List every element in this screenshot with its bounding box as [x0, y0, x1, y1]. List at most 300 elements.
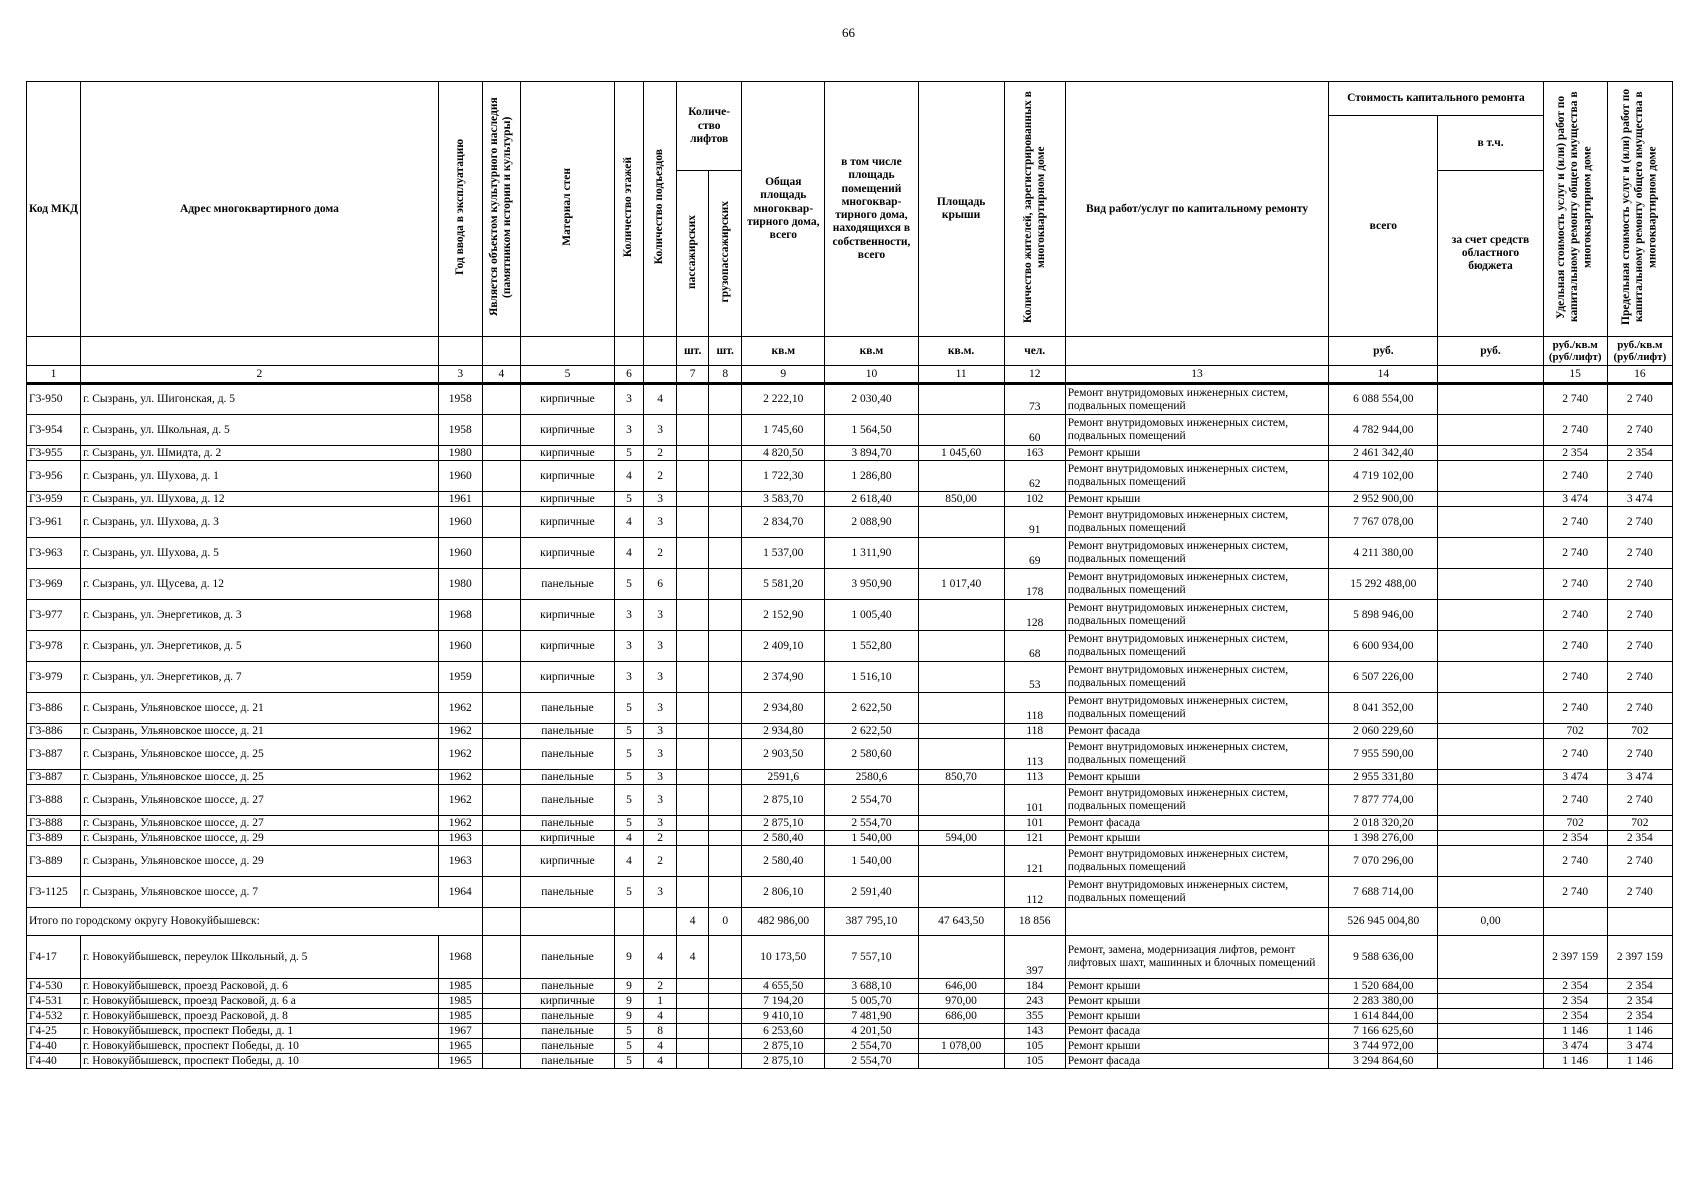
table-row [27, 631, 1673, 662]
row-year: 1985 [438, 979, 482, 994]
row-unit-cost: 2 740 [1543, 785, 1607, 816]
row-year: 1963 [438, 831, 482, 846]
row-walls: панельные [520, 1039, 614, 1054]
row-floors: 3 [615, 631, 644, 662]
row-work: Ремонт внутридомовых инженерных систем, подвальных помещений [1065, 693, 1328, 724]
row-residents: 118 [1004, 724, 1065, 739]
row-year: 1958 [438, 415, 482, 446]
row-year: 1963 [438, 846, 482, 877]
row-cost: 2 461 342,40 [1329, 446, 1438, 461]
row-owned-area: 7 481,90 [825, 1009, 918, 1024]
row-cost: 15 292 488,00 [1329, 569, 1438, 600]
row-regional [1438, 770, 1543, 785]
row-residents: 143 [1004, 1024, 1065, 1039]
row-residents: 178 [1004, 569, 1065, 600]
row-walls: панельные [520, 1054, 614, 1069]
total-empty [615, 908, 644, 936]
row-lifts-cargo [709, 600, 742, 631]
row-year: 1962 [438, 739, 482, 770]
header-owned-area: в том числе площадь помещений многоквар-тирного дома, находящихся в собственности, всего [825, 82, 918, 337]
row-lifts-cargo [709, 492, 742, 507]
row-roof-area [918, 785, 1004, 816]
row-address: г. Сызрань, ул. Шмидта, д. 2 [81, 446, 439, 461]
header-floors: Количество этажей [615, 82, 644, 337]
row-regional [1438, 1054, 1543, 1069]
row-residents: 113 [1004, 770, 1065, 785]
row-regional [1438, 979, 1543, 994]
row-walls: кирпичные [520, 831, 614, 846]
row-heritage [482, 770, 520, 785]
table-row [27, 693, 1673, 724]
row-owned-area: 2 088,90 [825, 507, 918, 538]
row-walls: кирпичные [520, 384, 614, 415]
row-lifts-pass [677, 662, 709, 693]
row-limit-cost: 2 740 [1607, 538, 1672, 569]
row-lifts-cargo [709, 877, 742, 908]
row-unit-cost: 3 474 [1543, 1039, 1607, 1054]
row-year: 1960 [438, 507, 482, 538]
table-row [27, 770, 1673, 785]
row-address: г. Сызрань, ул. Шигонская, д. 5 [81, 384, 439, 415]
row-entrances: 3 [644, 600, 677, 631]
row-walls: кирпичные [520, 492, 614, 507]
column-number: 8 [709, 366, 742, 384]
column-number: 6 [615, 366, 644, 384]
row-floors: 3 [615, 415, 644, 446]
row-year: 1985 [438, 1009, 482, 1024]
row-limit-cost: 3 474 [1607, 770, 1672, 785]
row-lifts-cargo [709, 1009, 742, 1024]
row-regional [1438, 877, 1543, 908]
row-year: 1967 [438, 1024, 482, 1039]
row-walls: панельные [520, 693, 614, 724]
total-residents: 18 856 [1004, 908, 1065, 936]
header-address: Адрес многоквартирного дома [81, 82, 439, 337]
row-work: Ремонт внутридомовых инженерных систем, подвальных помещений [1065, 384, 1328, 415]
unit-kvm: кв.м [825, 337, 918, 366]
row-walls: кирпичные [520, 846, 614, 877]
row-unit-cost: 2 740 [1543, 877, 1607, 908]
total-roof-area: 47 643,50 [918, 908, 1004, 936]
row-unit-cost: 3 474 [1543, 770, 1607, 785]
row-regional [1438, 446, 1543, 461]
row-regional [1438, 693, 1543, 724]
row-unit-cost: 2 740 [1543, 569, 1607, 600]
row-heritage [482, 1054, 520, 1069]
row-lifts-cargo [709, 1024, 742, 1039]
row-code: Г3-887 [27, 770, 81, 785]
row-unit-cost: 2 740 [1543, 631, 1607, 662]
row-entrances: 3 [644, 631, 677, 662]
row-total-area: 2 875,10 [742, 1054, 825, 1069]
row-unit-cost: 2 740 [1543, 662, 1607, 693]
row-regional [1438, 1039, 1543, 1054]
row-code: Г3-955 [27, 446, 81, 461]
row-unit-cost: 2 740 [1543, 693, 1607, 724]
row-cost: 2 018 320,20 [1329, 816, 1438, 831]
row-residents: 163 [1004, 446, 1065, 461]
row-owned-area: 4 201,50 [825, 1024, 918, 1039]
row-year: 1961 [438, 492, 482, 507]
table-row [27, 846, 1673, 877]
row-limit-cost: 2 740 [1607, 600, 1672, 631]
row-owned-area: 1 005,40 [825, 600, 918, 631]
row-work: Ремонт фасада [1065, 724, 1328, 739]
row-roof-area [918, 724, 1004, 739]
header-cost-total: всего [1329, 116, 1438, 337]
row-lifts-pass [677, 569, 709, 600]
row-cost: 6 600 934,00 [1329, 631, 1438, 662]
row-residents: 69 [1004, 538, 1065, 569]
row-entrances: 3 [644, 507, 677, 538]
row-lifts-pass [677, 507, 709, 538]
row-cost: 3 744 972,00 [1329, 1039, 1438, 1054]
row-roof-area [918, 662, 1004, 693]
row-code: Г4-531 [27, 994, 81, 1009]
table-row [27, 569, 1673, 600]
row-total-area: 2 875,10 [742, 785, 825, 816]
row-entrances: 6 [644, 569, 677, 600]
row-residents: 53 [1004, 662, 1065, 693]
row-code: Г3-979 [27, 662, 81, 693]
row-heritage [482, 662, 520, 693]
row-limit-cost: 2 354 [1607, 831, 1672, 846]
row-lifts-pass [677, 1054, 709, 1069]
row-lifts-cargo [709, 384, 742, 415]
row-floors: 5 [615, 1024, 644, 1039]
unit-spec: руб./кв.м (руб/лифт) [1543, 337, 1607, 366]
row-address: г. Сызрань, ул. Шухова, д. 1 [81, 461, 439, 492]
row-total-area: 9 410,10 [742, 1009, 825, 1024]
row-entrances: 4 [644, 1054, 677, 1069]
row-cost: 4 719 102,00 [1329, 461, 1438, 492]
row-entrances: 3 [644, 816, 677, 831]
row-lifts-pass [677, 631, 709, 662]
row-year: 1980 [438, 569, 482, 600]
row-work: Ремонт внутридомовых инженерных систем, подвальных помещений [1065, 507, 1328, 538]
row-roof-area [918, 461, 1004, 492]
row-owned-area: 2 554,70 [825, 1039, 918, 1054]
header-total-area: Общая площадь многоквар-тирного дома, всего [742, 82, 825, 337]
row-floors: 5 [615, 1054, 644, 1069]
row-unit-cost: 702 [1543, 816, 1607, 831]
row-heritage [482, 600, 520, 631]
row-unit-cost: 2 740 [1543, 461, 1607, 492]
unit-kvm: кв.м. [918, 337, 1004, 366]
unit-cell [520, 337, 614, 366]
row-entrances: 3 [644, 492, 677, 507]
row-limit-cost: 2 740 [1607, 693, 1672, 724]
row-regional [1438, 816, 1543, 831]
row-residents: 113 [1004, 739, 1065, 770]
row-unit-cost: 2 397 159 [1543, 936, 1607, 979]
row-roof-area: 850,70 [918, 770, 1004, 785]
row-code: Г3-956 [27, 461, 81, 492]
row-lifts-cargo [709, 994, 742, 1009]
row-year: 1965 [438, 1039, 482, 1054]
unit-cell [482, 337, 520, 366]
row-address: г. Сызрань, Ульяновское шоссе, д. 21 [81, 724, 439, 739]
row-cost: 1 398 276,00 [1329, 831, 1438, 846]
row-floors: 5 [615, 693, 644, 724]
row-limit-cost: 702 [1607, 816, 1672, 831]
row-total-area: 1 537,00 [742, 538, 825, 569]
row-total-area: 2 580,40 [742, 846, 825, 877]
row-floors: 5 [615, 877, 644, 908]
row-lifts-pass: 4 [677, 936, 709, 979]
row-entrances: 2 [644, 446, 677, 461]
row-limit-cost: 2 740 [1607, 877, 1672, 908]
row-entrances: 3 [644, 785, 677, 816]
row-walls: кирпичные [520, 446, 614, 461]
table-row [27, 538, 1673, 569]
row-owned-area: 2580,6 [825, 770, 918, 785]
row-walls: кирпичные [520, 415, 614, 446]
row-lifts-cargo [709, 724, 742, 739]
row-residents: 105 [1004, 1039, 1065, 1054]
row-roof-area: 1 078,00 [918, 1039, 1004, 1054]
header-walls: Материал стен [520, 82, 614, 337]
row-floors: 4 [615, 538, 644, 569]
row-heritage [482, 461, 520, 492]
row-entrances: 1 [644, 994, 677, 1009]
table-row [27, 507, 1673, 538]
unit-cell [27, 337, 81, 366]
row-unit-cost: 2 740 [1543, 384, 1607, 415]
row-heritage [482, 936, 520, 979]
row-floors: 4 [615, 831, 644, 846]
row-limit-cost: 1 146 [1607, 1054, 1672, 1069]
row-code: Г3-886 [27, 693, 81, 724]
row-cost: 6 088 554,00 [1329, 384, 1438, 415]
row-owned-area: 3 688,10 [825, 979, 918, 994]
row-regional [1438, 846, 1543, 877]
unit-cell [438, 337, 482, 366]
row-owned-area: 2 618,40 [825, 492, 918, 507]
row-floors: 9 [615, 994, 644, 1009]
row-heritage [482, 538, 520, 569]
row-address: г. Новокуйбышевск, переулок Школьный, д. 5 [81, 936, 439, 979]
row-unit-cost: 2 740 [1543, 600, 1607, 631]
row-regional [1438, 538, 1543, 569]
row-regional [1438, 492, 1543, 507]
row-year: 1968 [438, 936, 482, 979]
row-roof-area [918, 739, 1004, 770]
row-unit-cost: 2 740 [1543, 846, 1607, 877]
total-empty [520, 908, 614, 936]
row-roof-area: 686,00 [918, 1009, 1004, 1024]
row-work: Ремонт крыши [1065, 770, 1328, 785]
table-row [27, 831, 1673, 846]
row-total-area: 1 722,30 [742, 461, 825, 492]
header-lifts-cargo: грузопассажирских [709, 171, 742, 337]
row-total-area: 2 374,90 [742, 662, 825, 693]
row-unit-cost: 3 474 [1543, 492, 1607, 507]
row-lifts-pass [677, 831, 709, 846]
total-owned-area: 387 795,10 [825, 908, 918, 936]
unit-chel: чел. [1004, 337, 1065, 366]
row-address: г. Сызрань, ул. Энергетиков, д. 7 [81, 662, 439, 693]
row-heritage [482, 831, 520, 846]
row-total-area: 2591,6 [742, 770, 825, 785]
row-work: Ремонт внутридомовых инженерных систем, подвальных помещений [1065, 569, 1328, 600]
row-work: Ремонт фасада [1065, 1024, 1328, 1039]
row-heritage [482, 631, 520, 662]
row-code: Г4-40 [27, 1039, 81, 1054]
row-lifts-pass [677, 1024, 709, 1039]
row-lifts-pass [677, 739, 709, 770]
row-owned-area: 3 894,70 [825, 446, 918, 461]
row-address: г. Новокуйбышевск, проспект Победы, д. 1 [81, 1024, 439, 1039]
row-code: Г3-1125 [27, 877, 81, 908]
row-address: г. Сызрань, ул. Энергетиков, д. 3 [81, 600, 439, 631]
row-cost: 7 070 296,00 [1329, 846, 1438, 877]
row-limit-cost: 3 474 [1607, 1039, 1672, 1054]
row-walls: кирпичные [520, 631, 614, 662]
header-cost-regional: за счет средств областного бюджета [1438, 171, 1543, 337]
column-number: 16 [1607, 366, 1672, 384]
row-code: Г3-950 [27, 384, 81, 415]
row-total-area: 2 875,10 [742, 816, 825, 831]
row-limit-cost: 2 740 [1607, 785, 1672, 816]
row-lifts-pass [677, 846, 709, 877]
row-lifts-pass [677, 1009, 709, 1024]
table-row [27, 877, 1673, 908]
row-code: Г3-889 [27, 831, 81, 846]
row-roof-area [918, 507, 1004, 538]
row-code: Г3-887 [27, 739, 81, 770]
row-code: Г3-889 [27, 846, 81, 877]
row-year: 1965 [438, 1054, 482, 1069]
row-total-area: 7 194,20 [742, 994, 825, 1009]
row-code: Г3-954 [27, 415, 81, 446]
table-row [27, 1024, 1673, 1039]
row-residents: 62 [1004, 461, 1065, 492]
row-lifts-pass [677, 600, 709, 631]
row-owned-area: 1 286,80 [825, 461, 918, 492]
table-row [27, 724, 1673, 739]
row-lifts-cargo [709, 936, 742, 979]
row-regional [1438, 1024, 1543, 1039]
table-row [27, 415, 1673, 446]
row-entrances: 4 [644, 1009, 677, 1024]
row-entrances: 3 [644, 662, 677, 693]
row-residents: 128 [1004, 600, 1065, 631]
row-entrances: 2 [644, 538, 677, 569]
row-entrances: 2 [644, 831, 677, 846]
row-address: г. Новокуйбышевск, проспект Победы, д. 10 [81, 1054, 439, 1069]
row-work: Ремонт внутридомовых инженерных систем, подвальных помещений [1065, 846, 1328, 877]
row-year: 1985 [438, 994, 482, 1009]
row-cost: 1 520 684,00 [1329, 979, 1438, 994]
row-regional [1438, 994, 1543, 1009]
row-roof-area [918, 1024, 1004, 1039]
row-entrances: 4 [644, 936, 677, 979]
row-code: Г4-532 [27, 1009, 81, 1024]
row-residents: 68 [1004, 631, 1065, 662]
table-row [27, 384, 1673, 415]
total-empty [1065, 908, 1328, 936]
column-number: 10 [825, 366, 918, 384]
header-limit-cost: Предельная стоимость услуг и (или) работ по капитальному ремонту общего имущества в многоквартирном доме [1607, 82, 1672, 337]
row-code: Г3-959 [27, 492, 81, 507]
row-work: Ремонт фасада [1065, 816, 1328, 831]
row-owned-area: 3 950,90 [825, 569, 918, 600]
row-cost: 2 060 229,60 [1329, 724, 1438, 739]
row-total-area: 5 581,20 [742, 569, 825, 600]
row-regional [1438, 785, 1543, 816]
row-work: Ремонт крыши [1065, 994, 1328, 1009]
row-limit-cost: 2 740 [1607, 461, 1672, 492]
row-walls: панельные [520, 1024, 614, 1039]
row-cost: 8 041 352,00 [1329, 693, 1438, 724]
row-work: Ремонт внутридомовых инженерных систем, подвальных помещений [1065, 662, 1328, 693]
row-code: Г3-888 [27, 816, 81, 831]
header-unit-cost: Удельная стоимость услуг и (или) работ по капитальному ремонту общего имущества в многоквартирном доме [1543, 82, 1607, 337]
row-total-area: 4 655,50 [742, 979, 825, 994]
row-regional [1438, 600, 1543, 631]
row-lifts-cargo [709, 739, 742, 770]
row-heritage [482, 877, 520, 908]
row-residents: 118 [1004, 693, 1065, 724]
row-residents: 101 [1004, 785, 1065, 816]
row-unit-cost: 702 [1543, 724, 1607, 739]
row-cost: 7 767 078,00 [1329, 507, 1438, 538]
row-roof-area: 1 045,60 [918, 446, 1004, 461]
unit-kvm: кв.м [742, 337, 825, 366]
row-lifts-cargo [709, 846, 742, 877]
row-residents: 243 [1004, 994, 1065, 1009]
row-lifts-cargo [709, 785, 742, 816]
row-unit-cost: 2 740 [1543, 415, 1607, 446]
row-lifts-cargo [709, 831, 742, 846]
header-heritage: Является объектом культурного наследия (памятником истории и культуры) [482, 82, 520, 337]
row-total-area: 2 152,90 [742, 600, 825, 631]
header-lifts-pass: пассажирских [677, 171, 709, 337]
row-total-area: 10 173,50 [742, 936, 825, 979]
row-floors: 9 [615, 936, 644, 979]
row-code: Г3-963 [27, 538, 81, 569]
row-code: Г3-886 [27, 724, 81, 739]
table-row [27, 1054, 1673, 1069]
row-lifts-cargo [709, 662, 742, 693]
row-entrances: 4 [644, 384, 677, 415]
row-owned-area: 1 540,00 [825, 831, 918, 846]
row-address: г. Сызрань, Ульяновское шоссе, д. 7 [81, 877, 439, 908]
row-limit-cost: 2 740 [1607, 739, 1672, 770]
row-heritage [482, 785, 520, 816]
row-lifts-cargo [709, 631, 742, 662]
row-cost: 7 166 625,60 [1329, 1024, 1438, 1039]
row-work: Ремонт крыши [1065, 446, 1328, 461]
row-unit-cost: 2 740 [1543, 507, 1607, 538]
row-walls: панельные [520, 724, 614, 739]
row-total-area: 2 934,80 [742, 693, 825, 724]
row-work: Ремонт внутридомовых инженерных систем, подвальных помещений [1065, 461, 1328, 492]
row-cost: 5 898 946,00 [1329, 600, 1438, 631]
row-year: 1960 [438, 461, 482, 492]
total-label: Итого по городскому округу Новокуйбышевск: [27, 908, 439, 936]
row-entrances: 3 [644, 724, 677, 739]
row-lifts-cargo [709, 693, 742, 724]
row-walls: кирпичные [520, 600, 614, 631]
row-owned-area: 2 591,40 [825, 877, 918, 908]
row-cost: 2 283 380,00 [1329, 994, 1438, 1009]
row-unit-cost: 2 740 [1543, 538, 1607, 569]
row-walls: панельные [520, 936, 614, 979]
row-regional [1438, 1009, 1543, 1024]
column-number: 14 [1329, 366, 1438, 384]
